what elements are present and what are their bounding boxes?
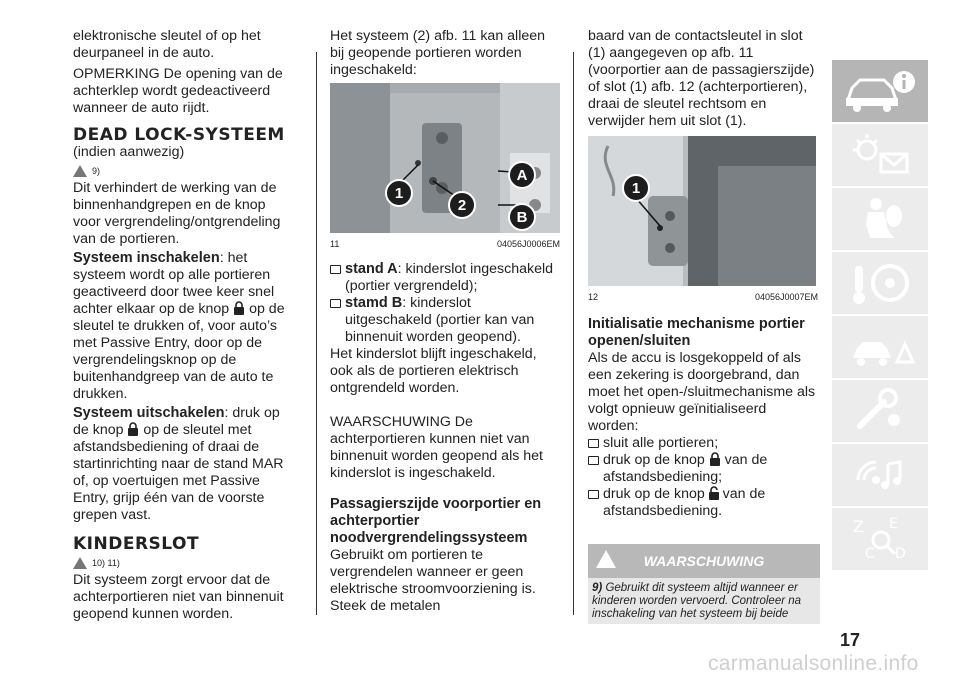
figure-marker-1: 1 [385, 179, 413, 207]
figure-12-photo [588, 136, 816, 286]
sidebar-tab-index[interactable] [832, 508, 928, 570]
sidebar-tab-maintenance[interactable] [832, 380, 928, 442]
paragraph-system-on: Systeem inschakelen: het systeem wordt op alle portieren geactiveerd door twee keer snel achter elkaar op de knop op de sleutel te drukken of, voor auto’s met Passive Entry, door op de vergrendelingsknop op de buitenhandgreep van de auto te drukken. [73, 250, 285, 402]
list-item: druk op de knop van de afstandsbediening; [588, 452, 818, 486]
bullet-icon [588, 456, 599, 465]
figure-number: 12 [588, 292, 599, 302]
car-info-icon [840, 66, 920, 116]
list-item: stand A: kinderslot ingeschakeld (portier vergrendeld); [330, 261, 560, 295]
svg-text:D: D [895, 546, 906, 562]
note-paragraph: OPMERKING De opening van de achterklep wordt gedeactiveerd wanneer de auto rijdt. [73, 66, 283, 116]
rear-door-latch-illustration [588, 136, 816, 286]
steering-key-icon [845, 258, 915, 308]
bullet-icon [330, 299, 341, 308]
figure-marker-a: A [508, 161, 536, 189]
warning-title: WAARSCHUWING [643, 552, 765, 569]
paragraph: Als de accu is losgekoppeld of als een zekering is doorgebrand, dan moet het open-/sluitmechanisme als volgt opnieuw geïnitialiseerd worden: [588, 350, 816, 434]
heading-emergency-lock: Passagierszijde voorportier en achterportier noodvergrendelingssysteem [330, 496, 542, 546]
paragraph: elektronische sleutel of op het deurpaneel in de auto. [73, 28, 261, 61]
paragraph: Gebruikt om portieren te vergrendelen wanneer er geen elektrische stroomvoorziening is. Steek de metalen [330, 547, 536, 614]
bullet-icon [330, 265, 341, 274]
figure-number: 11 [330, 239, 340, 249]
paragraph: Dit systeem zorgt ervoor dat de achterportieren niet van binnenuit geopend kunnen worden. [73, 572, 284, 622]
heading-initialisation: Initialisatie mechanisme portier openen/sluiten [588, 316, 805, 349]
page-number: 17 [840, 630, 861, 650]
figure-code: 04056J0006EM [496, 239, 560, 249]
heading-subtitle: (indien aanwezig) [73, 144, 185, 160]
warning-lights-icon [845, 130, 915, 180]
label-system-on: Systeem inschakelen [73, 250, 220, 266]
figure-marker-2: 2 [448, 191, 476, 219]
warning-triangle-icon [73, 165, 87, 177]
paragraph: Het systeem (2) afb. 11 kan alleen bij geopende portieren worden ingeschakeld: [330, 28, 546, 78]
multimedia-icon [850, 450, 910, 500]
figure-marker-b: B [508, 203, 536, 231]
heading-kinderslot: KINDERSLOT [73, 534, 200, 554]
list-item: sluit alle portieren; [588, 435, 818, 452]
warning-box [588, 544, 820, 624]
warning-triangle-icon [596, 550, 616, 568]
heading-dead-lock: DEAD LOCK-SYSTEEM [73, 125, 285, 145]
warning-triangle-icon [73, 557, 87, 569]
column-2 [330, 28, 560, 615]
column-3 [588, 28, 818, 624]
paragraph: baard van de contactsleutel in slot (1) aangegeven op afb. 11 (voorportier aan de passagierszijde) of slot (1) afb. 12 (achterportieren), draai de sleutel rechtsom en verwijder hem uit slot (1). [588, 28, 815, 129]
list-item: druk op de knop van de afstandsbediening. [588, 486, 818, 520]
warning-paragraph: WAARSCHUWING De achterportieren kunnen niet van binnenuit worden geopend als het kinderslot is ingeschakeld. [330, 414, 543, 481]
column-divider [316, 52, 317, 615]
label-system-off: Systeem uitschakelen [73, 405, 225, 421]
warning-header [588, 544, 820, 578]
warning-reference: 10) 11) [73, 556, 295, 570]
sidebar-tab-multimedia[interactable] [832, 444, 928, 506]
sidebar-tab-safety[interactable] [832, 188, 928, 250]
sidebar-tab-starting[interactable] [832, 252, 928, 314]
svg-text:E: E [889, 516, 898, 532]
paragraph: Het kinderslot blijft ingeschakeld, ook als de portieren elektrisch ontgrendeld worden. [330, 346, 537, 396]
maintenance-icon [850, 386, 910, 436]
index-icon [845, 512, 915, 566]
column-divider [573, 52, 574, 615]
column-1 [73, 28, 295, 623]
airbag-seat-icon [850, 194, 910, 244]
bullet-icon [588, 439, 599, 448]
paragraph-system-off: Systeem uitschakelen: druk op de knop op de sleutel met afstandsbediening of draai de startinrichting naar de stand MAR of, op voertuigen met Passive Entry, grijp één van de voorste grepen vast. [73, 405, 284, 523]
chapter-sidebar [832, 60, 928, 572]
list-item: stamd B: kinderslot uitgeschakeld (portier kan van binnenuit worden geopend). [330, 295, 560, 346]
bullet-icon [588, 490, 599, 499]
lock-icon [127, 422, 139, 436]
lock-icon [709, 452, 721, 466]
sidebar-tab-warning-lights[interactable] [832, 124, 928, 186]
warning-body: 9) Gebruikt dit systeem altijd wanneer er kinderen worden vervoerd. Controleer na inschakeling van het systeem bij beide [588, 578, 820, 624]
lock-icon [233, 301, 245, 315]
breakdown-icon [845, 322, 915, 372]
warning-reference: 9) [73, 164, 295, 178]
svg-text:C: C [865, 546, 875, 562]
svg-text:Z: Z [853, 517, 864, 536]
figure-caption [588, 289, 818, 306]
figure-marker-1: 1 [622, 174, 650, 202]
figure-caption [330, 236, 560, 253]
figure-11-photo [330, 83, 560, 233]
paragraph: Dit verhindert de werking van de binnenhandgrepen en de knop voor vergrendeling/ontgrendeling van de portieren. [73, 180, 281, 247]
sidebar-tab-car-info[interactable] [832, 60, 928, 122]
figure-code: 04056J0007EM [754, 292, 818, 302]
sidebar-tab-emergency[interactable] [832, 316, 928, 378]
unlock-icon [709, 486, 719, 500]
watermark-footer: carmanualsonline.info [708, 652, 919, 675]
